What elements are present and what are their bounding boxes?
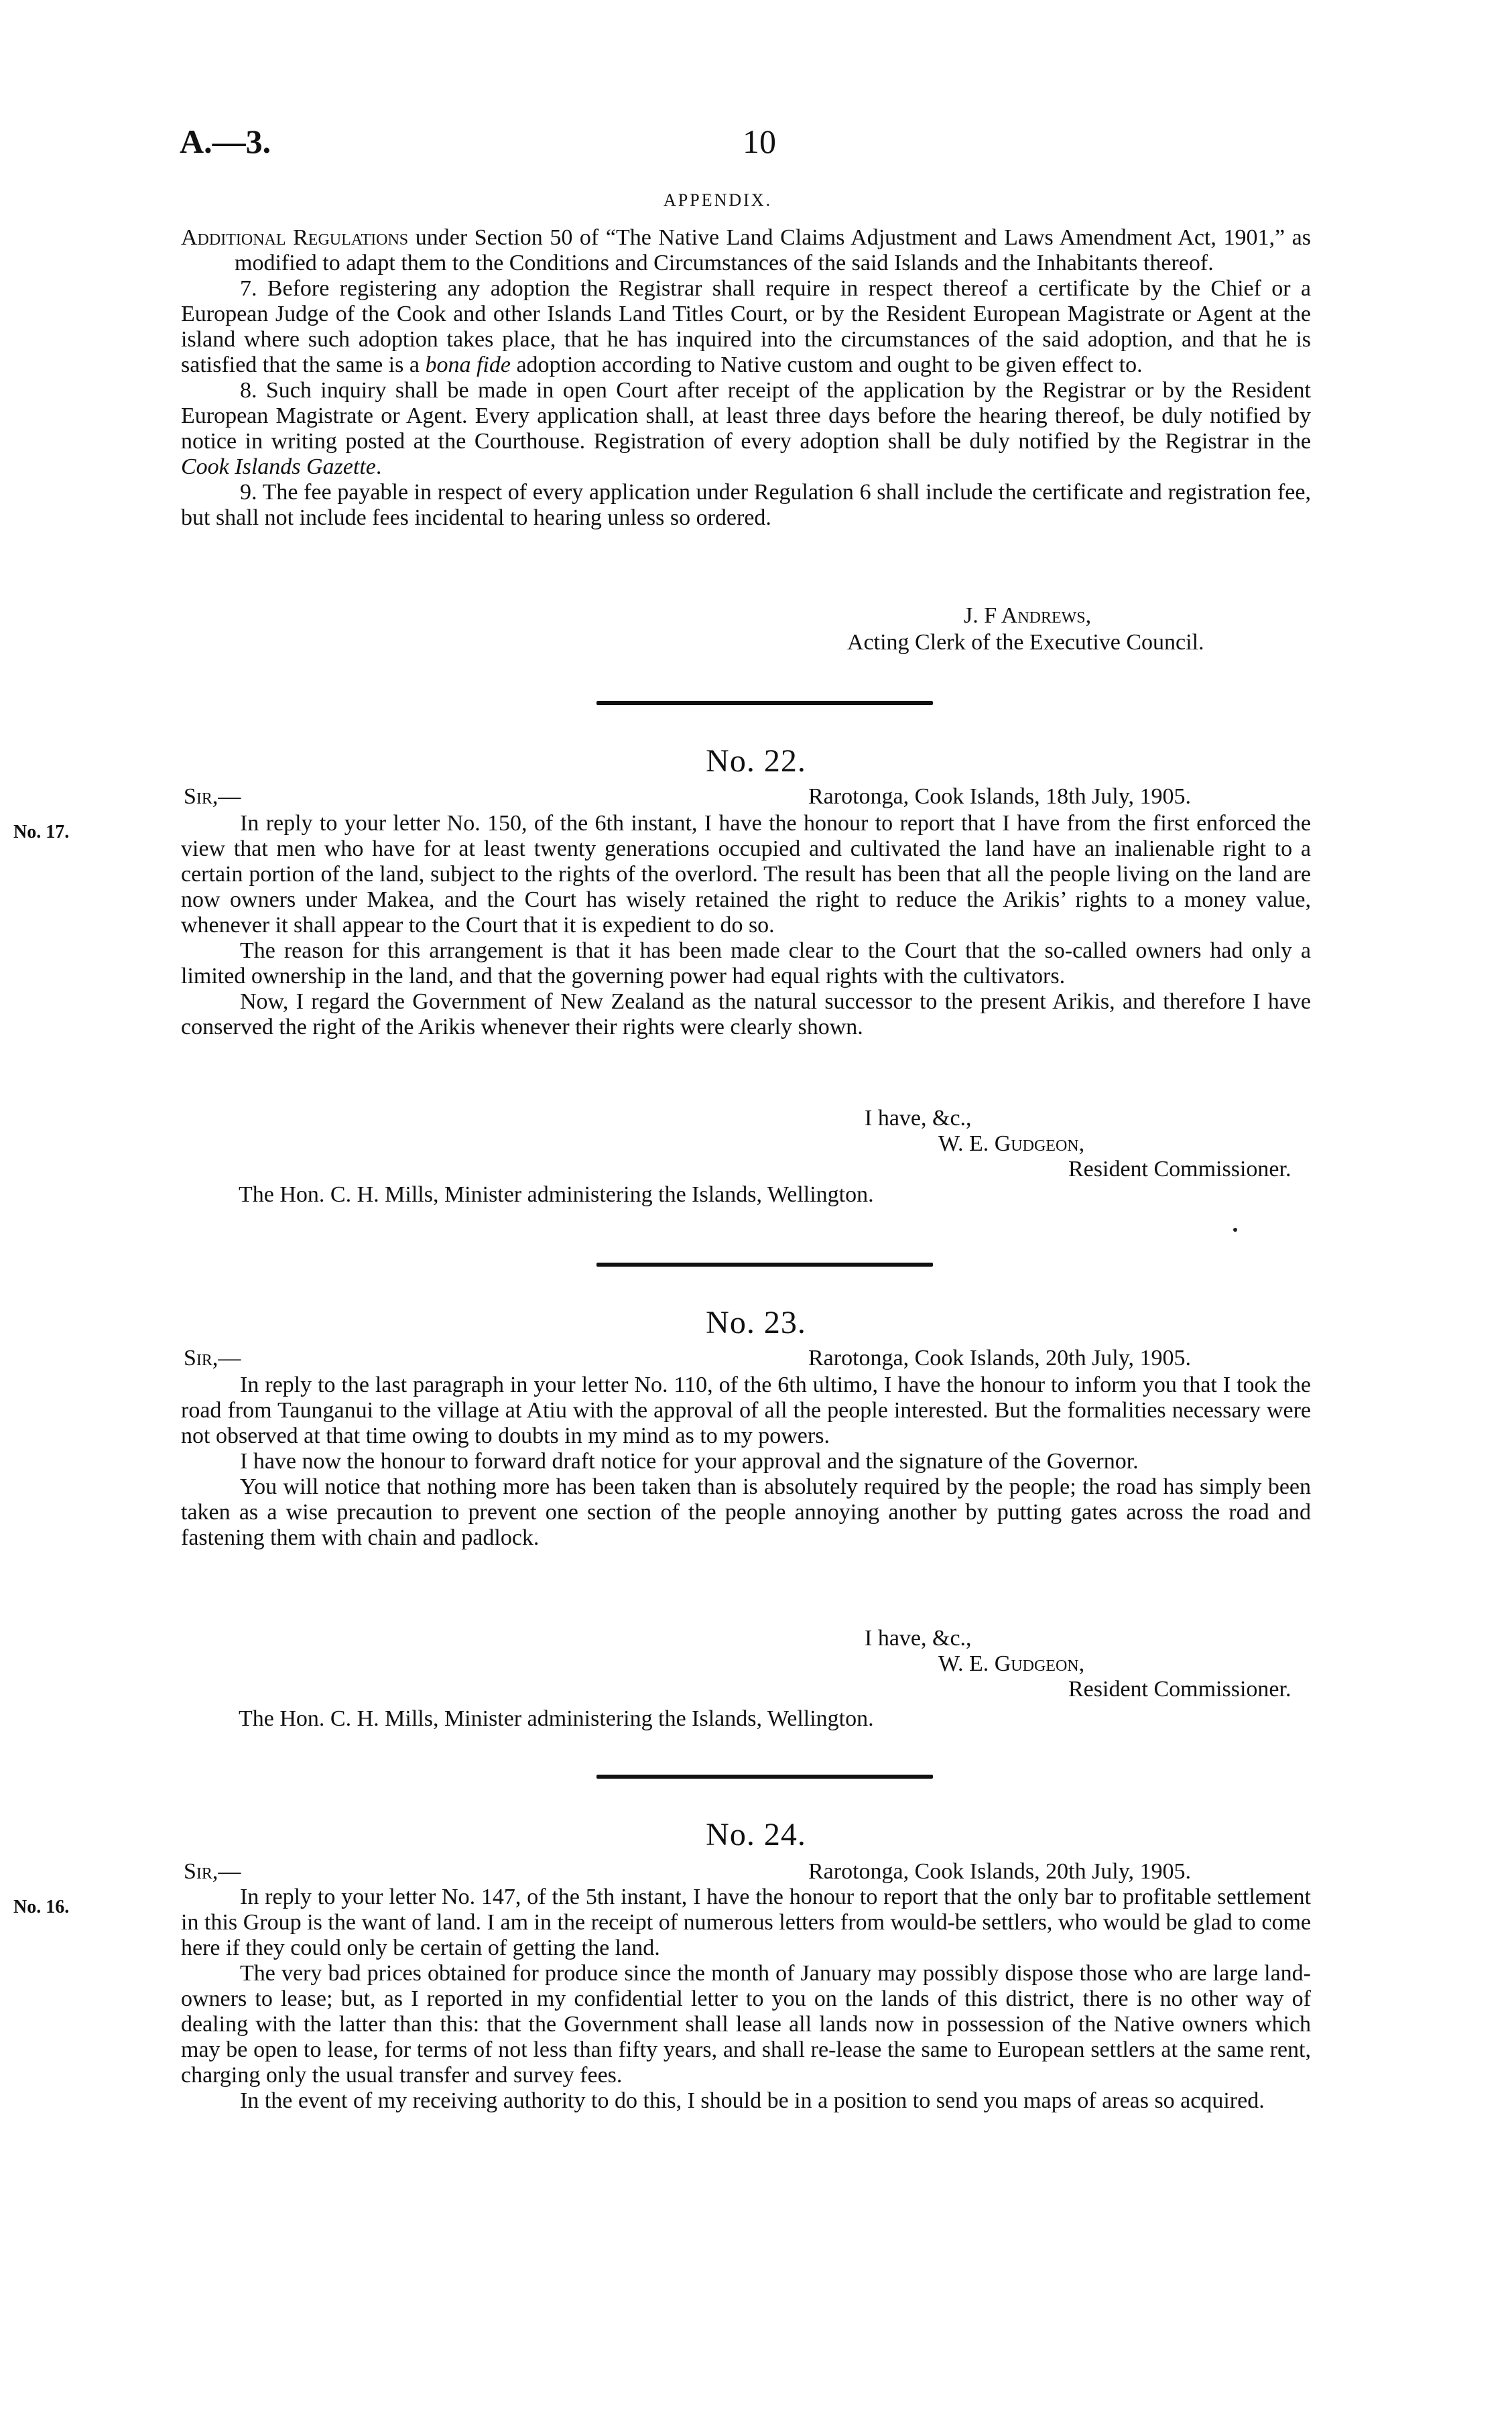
letter-number: No. 22.	[706, 743, 806, 779]
margin-reference: No. 16.	[13, 1897, 70, 1917]
letter-body	[181, 1885, 1311, 2114]
letter-addressee: The Hon. C. H. Mills, Minister administering the Islands, Wellington.	[239, 1706, 874, 1731]
regulation-7-emphasis: bona fide	[425, 353, 511, 377]
letter-signer: W. E. Gudgeon,	[938, 1651, 1085, 1676]
appendix-heading: APPENDIX.	[664, 190, 773, 210]
section-divider	[596, 1263, 933, 1267]
letter-salutation: Sir,—	[184, 1859, 241, 1884]
letter-paragraph: In reply to the last paragraph in your letter No. 110, of the 6th ultimo, I have the honour to inform you that I took the road from Taunganui to the village at Atiu with the approval of all the people interested. But the formalities necessary were not observed at that time owing to doubts in my mind as to my powers.	[181, 1373, 1311, 1448]
letter-paragraph: You will notice that nothing more has been taken than is absolutely required by the people; the road has simply been taken as a wise precaution to prevent one section of the people annoying another by putting gates across the road and fastening them with chain and padlock.	[181, 1474, 1311, 1550]
letter-paragraph: I have now the honour to forward draft notice for your approval and the signature of the Governor.	[240, 1449, 1139, 1474]
letter-signer-title: Resident Commissioner.	[1068, 1677, 1292, 1702]
letter-addressee: The Hon. C. H. Mills, Minister administering the Islands, Wellington.	[239, 1182, 874, 1207]
document-reference: A.—3.	[180, 123, 271, 160]
letter-body	[181, 811, 1311, 1040]
regulation-8	[181, 378, 1311, 480]
letter-paragraph: Now, I regard the Government of New Zealand as the natural successor to the present Arikis, and therefore I have conserved the right of the Arikis whenever their rights were clearly shown.	[181, 989, 1311, 1039]
margin-reference: No. 17.	[13, 822, 70, 842]
letter-number: No. 24.	[706, 1817, 806, 1852]
letter-paragraph: In the event of my receiving authority to do this, I should be in a position to send you maps of areas so acquired.	[240, 2088, 1265, 2113]
regulation-7	[181, 276, 1311, 378]
ink-speck	[1233, 1228, 1237, 1232]
regulation-8-text-b: .	[375, 454, 382, 479]
appendix-signer-title: Acting Clerk of the Executive Council.	[847, 630, 1204, 655]
regulation-7-text-a: 7. Before registering any adoption the Registrar shall require in respect thereof a certificate by the Chief or a European Judge of the Cook and other Islands Land Titles Court, or by the Resident European Magistrate or Agent at the island where such adoption takes place, that he has inquired into the circumstances of the said adoption, and that he is satisfied that the same is a	[181, 276, 1311, 377]
letter-dateline: Rarotonga, Cook Islands, 20th July, 1905.	[808, 1859, 1192, 1884]
letter-signer-title: Resident Commissioner.	[1068, 1157, 1292, 1182]
letter-signer: W. E. Gudgeon,	[938, 1131, 1085, 1156]
regulation-9: 9. The fee payable in respect of every application under Regulation 6 shall include the certificate and registration fee, but shall not include fees incidental to hearing unless so ordered.	[181, 480, 1311, 530]
section-divider	[596, 701, 933, 705]
letter-paragraph: The reason for this arrangement is that it has been made clear to the Court that the so-called owners had only a limited ownership in the land, and that the governing power had equal rights with the cultivators.	[181, 938, 1311, 989]
appendix-intro	[181, 225, 1311, 276]
regulation-8-emphasis: Cook Islands Gazette	[181, 454, 376, 479]
letter-closing: I have, &c.,	[865, 1626, 972, 1651]
letter-paragraph: The very bad prices obtained for produce since the month of January may possibly dispose those who are large land-owners to lease; but, as I reported in my confidential letter to you on the lands of this district, there is no other way of dealing with the latter than this: that the Government shall lease all lands now in possession of the Native owners which may be open to lease, for terms of not less than fifty years, and shall re-lease the same to European settlers at the same rent, charging only the usual transfer and survey fees.	[181, 1961, 1311, 2088]
letter-salutation: Sir,—	[184, 1346, 241, 1371]
appendix-intro-text: under Section 50 of “The Native Land Claims Adjustment and Laws Amendment Act, 1901,” as modified to adapt them to the Conditions and Circumstances of the said Islands and the Inhabitants thereof.	[235, 225, 1311, 275]
section-divider	[596, 1775, 933, 1779]
letter-dateline: Rarotonga, Cook Islands, 20th July, 1905.	[808, 1346, 1192, 1371]
page-number: 10	[743, 123, 776, 160]
appendix-intro-lead: Additional Regulations	[181, 225, 409, 250]
regulation-8-text-a: 8. Such inquiry shall be made in open Court after receipt of the application by the Registrar or by the Resident European Magistrate or Agent. Every application shall, at least three days before the hearing thereof, be duly notified by notice in writing posted at the Courthouse. Registration of every adoption shall be duly notified by the Registrar in the	[181, 378, 1311, 454]
letter-number: No. 23.	[706, 1305, 806, 1340]
appendix-signer-name: J. F Andrews,	[964, 603, 1092, 628]
letter-body	[181, 1373, 1311, 1551]
letter-dateline: Rarotonga, Cook Islands, 18th July, 1905.	[808, 784, 1192, 809]
letter-paragraph: In reply to your letter No. 147, of the 5th instant, I have the honour to report that the only bar to profitable settlement in this Group is the want of land. I am in the receipt of numerous letters from would-be settlers, who would be glad to come here if they could only be certain of getting the land.	[181, 1885, 1311, 1960]
regulation-7-text-b: adoption according to Native custom and ought to be given effect to.	[510, 353, 1143, 377]
letter-salutation: Sir,—	[184, 784, 241, 809]
letter-paragraph: In reply to your letter No. 150, of the 6th instant, I have the honour to report that I have from the first enforced the view that men who have for at least twenty generations occupied and cultivated the land have an inalienable right to a certain portion of the land, subject to the rights of the overlord. The result has been that all the people living on the land are now owners under Makea, and the Court has wisely retained the right to reduce the Arikis’ rights to a money value, whenever it shall appear to the Court that it is expedient to do so.	[181, 811, 1311, 938]
letter-closing: I have, &c.,	[865, 1106, 972, 1131]
appendix-body	[181, 225, 1311, 531]
